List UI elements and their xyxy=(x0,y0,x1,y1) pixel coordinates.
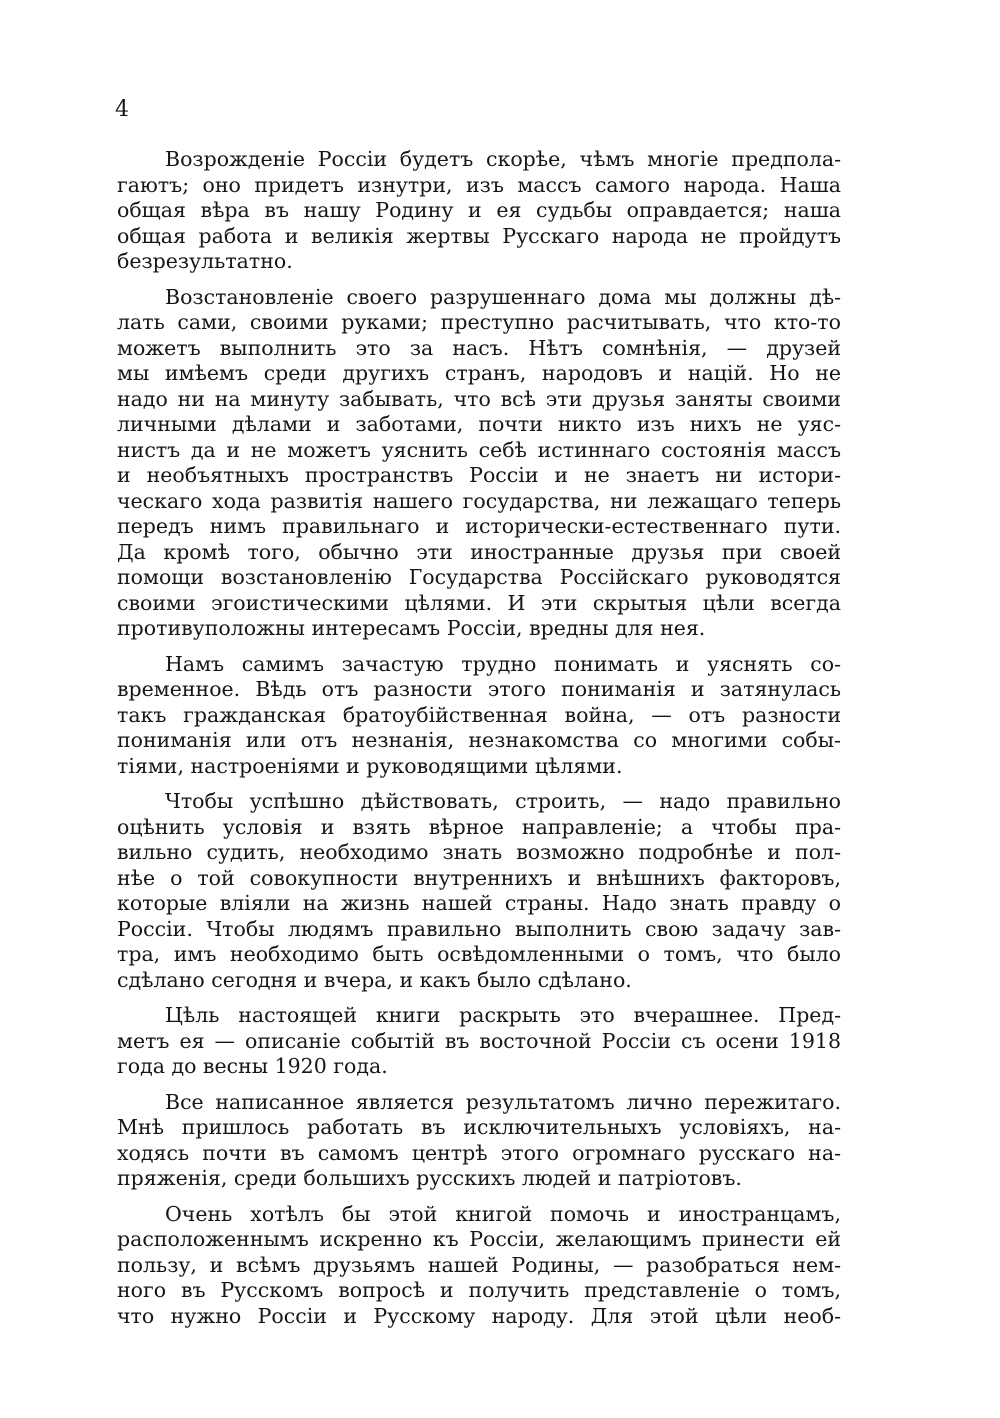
text-line: помощи возстановленію Государства Россійскаго руководятся xyxy=(117,565,841,589)
text-line: которые вліяли на жизнь нашей страны. Надо знать правду о xyxy=(117,891,841,915)
text-line: пользу, и всѣмъ друзьямъ нашей Родины, — разобраться нем- xyxy=(117,1252,841,1277)
text-line: года до весны 1920 года. xyxy=(117,1054,388,1078)
text-line: Все написанное является результатомъ лично пережитаго. xyxy=(165,1089,841,1114)
text-line: Цѣль настоящей книги раскрыть это вчерашнее. Пред- xyxy=(165,1003,841,1027)
page-number: 4 xyxy=(115,97,129,122)
text-line: тра, имъ необходимо быть освѣдомленными о томъ, что было xyxy=(117,942,841,966)
text-line: ходясь почти въ самомъ центрѣ этого огромнаго русскаго на- xyxy=(117,1140,841,1165)
paragraph xyxy=(117,652,841,780)
text-line: Очень хотѣлъ бы этой книгой помочь и иностранцамъ, xyxy=(165,1201,841,1226)
paragraph xyxy=(117,789,841,993)
paragraph xyxy=(117,1202,841,1330)
text-line: гаютъ; оно придетъ изнутри, изъ массъ самого народа. Наша xyxy=(117,172,841,197)
text-line: ного въ Русскомъ вопросѣ и получить представленіе о томъ, xyxy=(117,1278,841,1302)
text-line: своими эгоистическими цѣлями. И эти скрытыя цѣли всегда xyxy=(117,590,841,615)
text-body xyxy=(117,147,841,1339)
text-line: Чтобы успѣшно дѣйствовать, строить, — надо правильно xyxy=(165,789,841,813)
text-line: Намъ самимъ зачастую трудно понимать и уяснять со- xyxy=(165,651,841,676)
text-line: что нужно Россіи и Русскому народу. Для этой цѣли необ- xyxy=(117,1303,841,1328)
text-line: тіями, настроеніями и руководящими цѣлями. xyxy=(117,753,623,778)
text-line: лать сами, своими руками; преступно расчитывать, что кто-то xyxy=(117,310,841,334)
paragraph xyxy=(117,285,841,642)
text-line: нѣе о той совокупности внутреннихъ и внѣшнихъ факторовъ, xyxy=(117,865,841,890)
paragraph xyxy=(117,1090,841,1192)
text-line: ческаго хода развитія нашего государства, ни лежащаго теперь xyxy=(117,488,841,513)
text-line: общая работа и великія жертвы Русскаго народа не пройдутъ xyxy=(117,223,841,248)
text-line: можетъ выполнить это за насъ. Нѣтъ сомнѣнія, — друзей xyxy=(117,335,841,360)
text-line: временное. Вѣдь отъ разности этого пониманія и затянулась xyxy=(117,677,841,701)
text-line: Возстановленіе своего разрушеннаго дома мы должны дѣ- xyxy=(165,284,841,309)
text-line: оцѣнить условія и взять вѣрное направленіе; а чтобы пра- xyxy=(117,814,841,839)
text-line: надо ни на минуту забывать, что всѣ эти друзья заняты своими xyxy=(117,386,841,411)
text-line: расположеннымъ искренно къ Россіи, желающимъ принести ей xyxy=(117,1227,841,1251)
text-line: пряженія, среди большихъ русскихъ людей и патріотовъ. xyxy=(117,1166,742,1190)
text-line: безрезультатно. xyxy=(117,249,293,273)
text-line: пониманія или отъ незнанія, незнакомства со многими собы- xyxy=(117,728,841,752)
text-line: общая вѣра въ нашу Родину и ея судьбы оправдается; наша xyxy=(117,198,841,222)
text-line: Мнѣ пришлось работать въ исключительныхъ условіяхъ, на- xyxy=(117,1115,841,1139)
paragraph xyxy=(117,147,841,275)
text-line: противуположны интересамъ Россіи, вредны для нея. xyxy=(117,616,706,640)
text-line: метъ ея — описаніе событій въ восточной Россіи съ осени 1918 xyxy=(117,1028,841,1053)
paragraph xyxy=(117,1003,841,1080)
text-line: личными дѣлами и заботами, почти никто изъ нихъ не уяс- xyxy=(117,412,841,436)
text-line: мы имѣемъ среди другихъ странъ, народовъ и націй. Но не xyxy=(117,361,841,385)
text-line: вильно судить, необходимо знать возможно подробнѣе и пол- xyxy=(117,840,841,864)
text-line: Возрожденіе Россіи будетъ скорѣе, чѣмъ многіе предпола- xyxy=(165,147,841,171)
text-line: Да кромѣ того, обычно эти иностранные друзья при своей xyxy=(117,539,841,564)
text-line: и необъятныхъ пространствъ Россіи и не знаетъ ни истори- xyxy=(117,463,841,487)
text-line: Россіи. Чтобы людямъ правильно выполнить свою задачу зав- xyxy=(117,916,841,941)
text-line: нистъ да и не можетъ уяснить себѣ истиннаго состоянія массъ xyxy=(117,437,841,462)
text-line: сдѣлано сегодня и вчера, и какъ было сдѣлано. xyxy=(117,967,632,992)
text-line: передъ нимъ правильнаго и исторически-естественнаго пути. xyxy=(117,514,841,538)
text-line: такъ гражданская братоубійственная война, — отъ разности xyxy=(117,702,841,727)
